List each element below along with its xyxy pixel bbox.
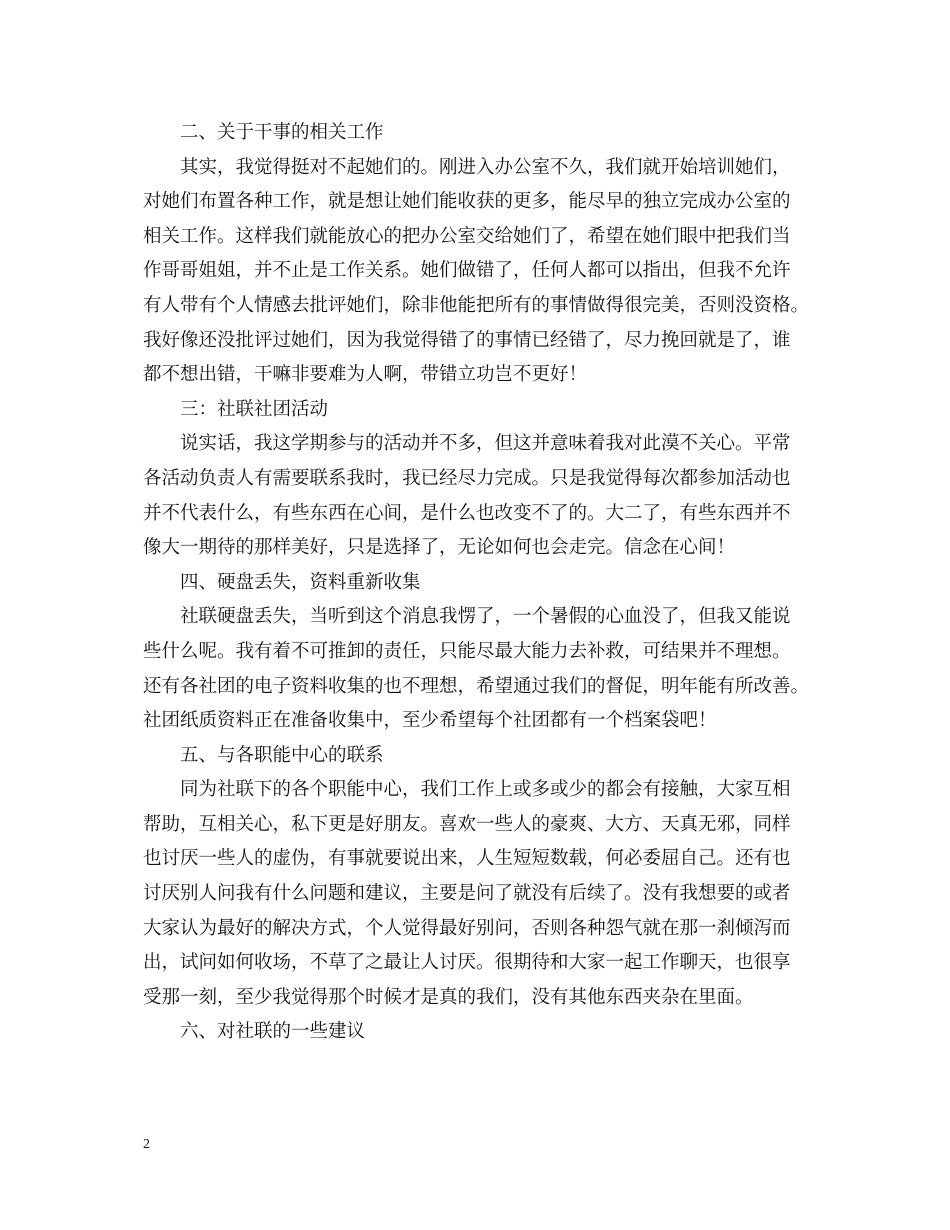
paragraph-line: 并不代表什么，有些东西在心间，是什么也改变不了的。大二了，有些东西并不 [143,502,791,524]
paragraph-first-line: 三：社联社团活动 [180,398,329,420]
paragraph-first-line: 说实话，我这学期参与的活动并不多，但这并意味着我对此漠不关心。平常 [180,433,791,455]
page-number: 2 [143,1137,150,1152]
paragraph-line: 有人带有个人情感去批评她们，除非他能把所有的事情做得很完美，否则没资格。 [143,294,810,316]
paragraph-line: 对她们布置各种工作，就是想让她们能收获的更多，能尽早的独立完成办公室的 [143,191,791,213]
paragraph-line: 出，试问如何收场，不草了之最让人讨厌。很期待和大家一起工作聊天，也很享 [143,952,791,974]
paragraph-first-line: 五、与各职能中心的联系 [180,744,384,766]
paragraph-line: 都不想出错，干嘛非要难为人啊，带错立功岂不更好！ [143,364,588,386]
paragraph-line: 相关工作。这样我们就能放心的把办公室交给她们了，希望在她们眼中把我们当 [143,225,791,247]
paragraph-line: 些什么呢。我有着不可推卸的责任，只能尽最大能力去补救，可结果并不理想。 [143,640,791,662]
paragraph-first-line: 二、关于干事的相关工作 [180,122,384,143]
paragraph-first-line: 社联硬盘丢失，当听到这个消息我愣了，一个暑假的心血没了，但我又能说 [180,606,791,628]
paragraph-first-line: 其实，我觉得挺对不起她们的。刚进入办公室不久，我们就开始培训她们， [180,156,791,178]
paragraph-line: 像大一期待的那样美好，只是选择了，无论如何也会走完。信念在心间！ [143,537,736,559]
document-body [143,116,810,1050]
paragraph-first-line: 同为社联下的各个职能中心，我们工作上或多或少的都会有接触，大家互相 [180,779,791,801]
paragraph-first-line: 六、对社联的一些建议 [180,1021,366,1043]
paragraph-line: 讨厌别人问我有什么问题和建议，主要是问了就没有后续了。没有我想要的或者 [143,883,791,905]
paragraph-line: 还有各社团的电子资料收集的也不理想，希望通过我们的督促，明年能有所改善。 [143,675,810,697]
paragraph-line: 社团纸质资料正在准备收集中，至少希望每个社团都有一个档案袋吧！ [143,710,717,732]
paragraph-line: 帮助，互相关心，私下更是好朋友。喜欢一些人的豪爽、大方、天真无邪，同样 [143,813,791,835]
paragraph-first-line: 四、硬盘丢失，资料重新收集 [180,571,421,593]
paragraph-line: 也讨厌一些人的虚伪，有事就要说出来，人生短短数载，何必委屈自己。还有也 [143,848,791,870]
paragraph-line: 作哥哥姐姐，并不止是工作关系。她们做错了，任何人都可以指出，但我不允许 [143,260,791,282]
paragraph-line: 受那一刻，至少我觉得那个时候才是真的我们，没有其他东西夹杂在里面。 [143,986,754,1008]
paragraph-line: 我好像还没批评过她们，因为我觉得错了的事情已经错了，尽力挽回就是了，谁 [143,329,791,351]
paragraph-line: 大家认为最好的解决方式，个人觉得最好别问，否则各种怨气就在那一刹倾泻而 [143,917,791,939]
paragraph-line: 各活动负责人有需要联系我时，我已经尽力完成。只是我觉得每次都参加活动也 [143,467,791,489]
